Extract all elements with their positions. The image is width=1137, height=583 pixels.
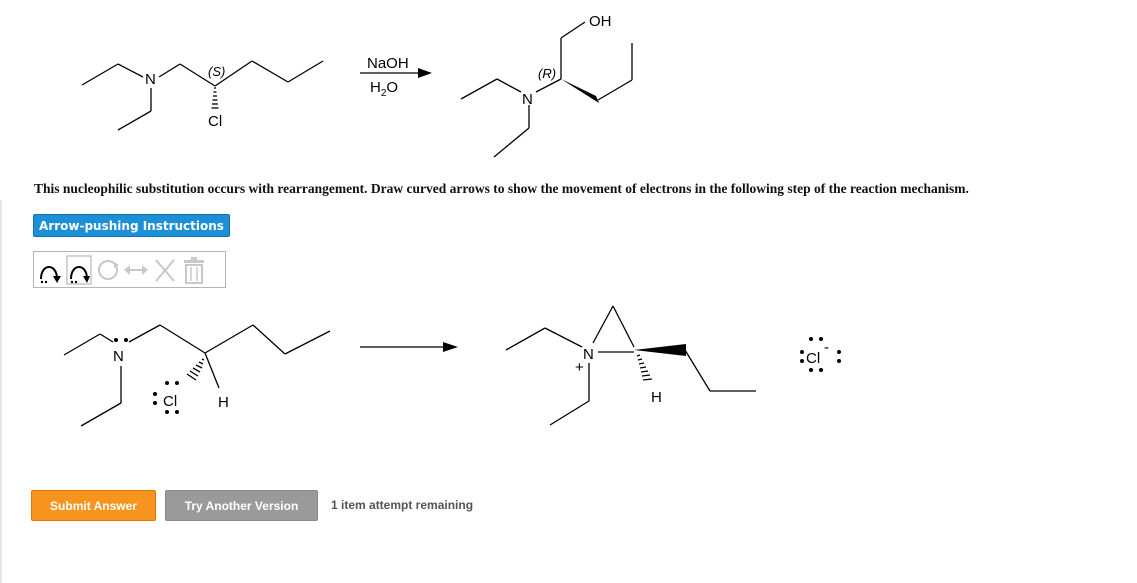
single-headed-curved-arrow-icon[interactable] xyxy=(66,255,92,285)
trash-icon[interactable] xyxy=(180,255,208,285)
resonance-arrow-icon[interactable] xyxy=(122,255,150,285)
reactant-chlorine-label: Cl xyxy=(208,113,223,130)
mechanism-right-molecule xyxy=(506,306,756,425)
reagent-naoh: NaOH xyxy=(367,55,409,72)
reactant-nitrogen-label: N xyxy=(145,71,156,88)
mechanism-left-chlorine-label: Cl xyxy=(163,393,178,410)
product-stereo-label: (R) xyxy=(538,66,557,81)
mechanism-left-hydrogen-label: H xyxy=(218,394,229,411)
question-prompt: This nucleophilic substitution occurs with rearrangement. Draw curved arrows to show the movement of electrons in the following step of the reaction mechanism. xyxy=(34,181,969,196)
chloride-ion-label: Cl xyxy=(806,350,821,367)
mechanism-right-hydrogen-label: H xyxy=(651,389,662,406)
product-nitrogen-label: N xyxy=(522,91,533,108)
mechanism-right-nitrogen-label: N xyxy=(583,346,594,363)
drawing-toolbar xyxy=(33,251,226,288)
try-another-version-button[interactable]: Try Another Version xyxy=(165,490,318,521)
mechanism-right-solid-wedge xyxy=(634,344,686,356)
chloride-negative-charge: - xyxy=(824,339,829,356)
product-hydroxyl-label: OH xyxy=(589,13,612,30)
attempts-remaining-text: 1 item attempt remaining xyxy=(331,498,474,512)
circle-tool-icon[interactable] xyxy=(94,255,122,285)
reactant-molecule xyxy=(82,61,323,130)
arrow-pushing-instructions-button[interactable]: Arrow-pushing Instructions xyxy=(33,214,230,237)
submit-answer-button[interactable]: Submit Answer xyxy=(31,490,156,521)
mechanism-left-nitrogen-label: N xyxy=(113,348,124,365)
reactant-stereo-label: (S) xyxy=(208,64,226,79)
double-headed-curved-arrow-icon[interactable] xyxy=(37,255,63,285)
nitrogen-positive-charge: + xyxy=(575,359,584,376)
mechanism-left-hashed-wedge xyxy=(187,359,204,380)
reactant-hashed-wedge xyxy=(212,88,219,108)
mechanism-right-hashed-wedge xyxy=(637,355,652,380)
product-molecule xyxy=(461,22,632,157)
mechanism-arrow xyxy=(360,342,458,352)
product-solid-wedge xyxy=(561,79,599,103)
reagent-water: $H_2O$ xyxy=(370,79,399,99)
delete-icon[interactable] xyxy=(152,255,178,285)
nitrogen-lone-pair xyxy=(114,338,128,342)
